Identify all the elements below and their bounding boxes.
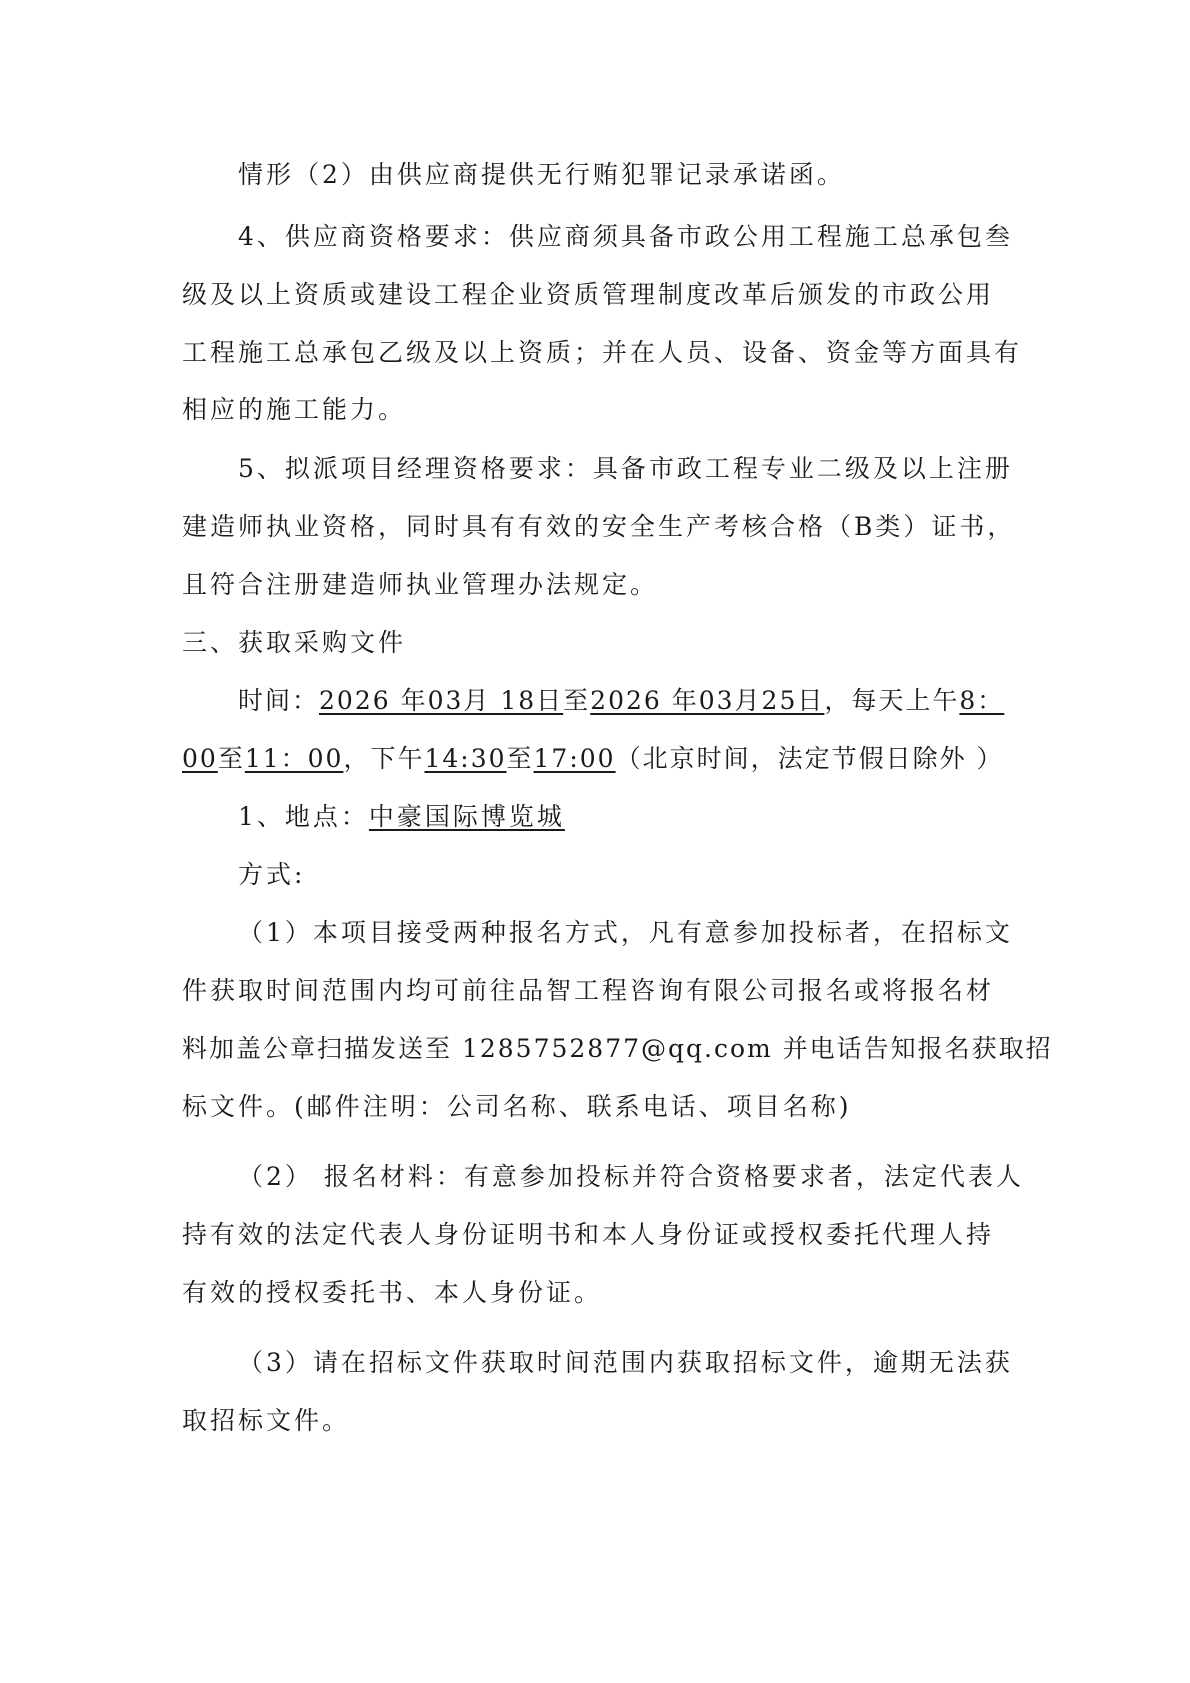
to-text: 至	[563, 686, 591, 715]
am-start-time-cont: 00	[182, 744, 218, 773]
paragraph-line: 件获取时间范围内均可前往品智工程咨询有限公司报名或将报名材	[182, 976, 995, 1005]
location-value: 中豪国际博览城	[368, 802, 565, 831]
time-line	[182, 742, 1022, 776]
paragraph-line: 5、拟派项目经理资格要求：具备市政工程专业二级及以上注册	[238, 454, 1013, 483]
paragraph-line: 标文件。(邮件注明：公司名称、联系电话、项目名称)	[182, 1092, 852, 1121]
paragraph-line: 工程施工总承包乙级及以上资质；并在人员、设备、资金等方面具有	[182, 338, 1023, 367]
paragraph-line: （1）本项目接受两种报名方式，凡有意参加投标者，在招标文	[238, 918, 1013, 947]
paragraph-line: （2） 报名材料：有意参加投标并符合资格要求者，法定代表人	[238, 1162, 1024, 1191]
paragraph-line: 取招标文件。	[182, 1406, 351, 1435]
daily-text: ，每天上午	[824, 686, 960, 715]
to-text: 至	[506, 744, 534, 773]
section-heading: 三、获取采购文件	[182, 628, 407, 657]
to-text: 至	[217, 744, 245, 773]
paragraph-line: 级及以上资质或建设工程企业资质管理制度改革后颁发的市政公用	[182, 280, 995, 309]
am-start-time: 8：	[959, 686, 1005, 715]
location-line	[238, 800, 1078, 834]
paragraph-line: 料加盖公章扫描发送至 1285752877@qq.com 并电话告知报名获取招	[182, 1034, 1053, 1063]
pm-start-time: 14:30	[424, 744, 507, 773]
paragraph-line: 情形（2）由供应商提供无行贿犯罪记录承诺函。	[238, 160, 845, 189]
end-date: 2026 年03月25日	[590, 686, 825, 715]
paragraph-line: （3）请在招标文件获取时间范围内获取招标文件，逾期无法获	[238, 1348, 1013, 1377]
paragraph-line: 且符合注册建造师执业管理办法规定。	[182, 570, 659, 599]
location-label: 1、地点：	[238, 802, 369, 831]
holiday-note: （北京时间，法定节假日除外 ）	[615, 744, 1004, 773]
paragraph-line: 有效的授权委托书、本人身份证。	[182, 1278, 603, 1307]
time-line	[238, 684, 1078, 718]
paragraph-line: 相应的施工能力。	[182, 395, 407, 424]
start-date: 2026 年03月 18日	[319, 686, 564, 715]
paragraph-line: 建造师执业资格，同时具有有效的安全生产考核合格（B类）证书，	[182, 512, 1016, 541]
time-label: 时间：	[238, 686, 320, 715]
paragraph-line: 方式:	[238, 860, 306, 889]
paragraph-line: 4、供应商资格要求：供应商须具备市政公用工程施工总承包叁	[238, 222, 1013, 251]
pm-label: ，下午	[343, 744, 425, 773]
am-end-time: 11：00	[244, 744, 344, 773]
pm-end-time: 17:00	[533, 744, 616, 773]
paragraph-line: 持有效的法定代表人身份证明书和本人身份证或授权委托代理人持	[182, 1220, 995, 1249]
